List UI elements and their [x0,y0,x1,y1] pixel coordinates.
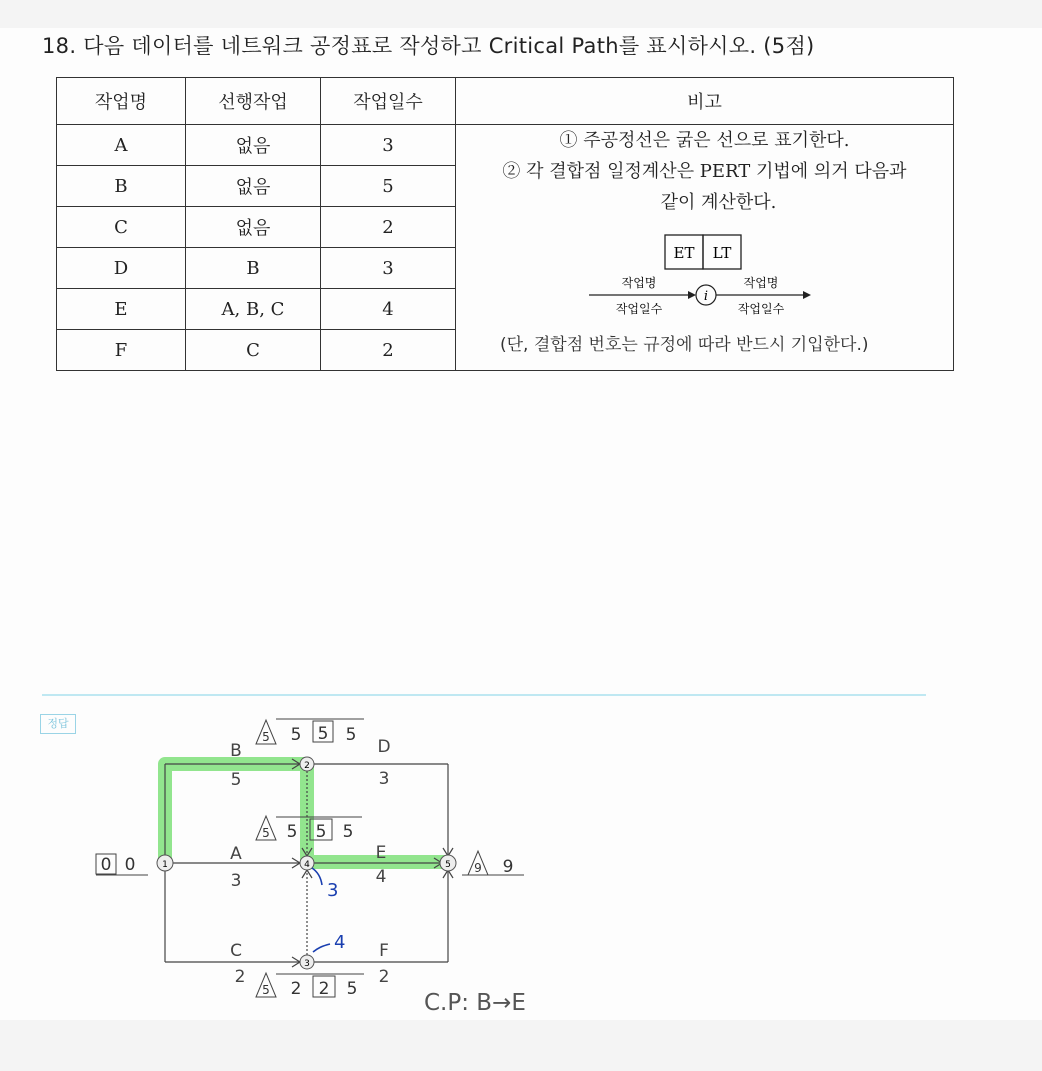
cell-predecessor: 없음 [186,207,321,248]
node-1-label: 1 [162,860,168,870]
question-text: 18. 다음 데이터를 네트워크 공정표로 작성하고 Critical Path를 표시하시오. (5점) [42,34,815,58]
bottom-band [0,1020,1042,1071]
activity-a-name: A [230,844,242,864]
svg-text:5: 5 [317,724,329,744]
header-task: 작업명 [57,78,186,125]
cell-task: E [57,289,186,330]
cell-task: B [57,166,186,207]
answer-badge: 정답 [40,714,76,734]
activity-table [56,77,954,371]
cell-predecessor: B [186,248,321,289]
cell-predecessor: 없음 [186,166,321,207]
table-header-row [57,78,954,125]
answer-divider [42,694,926,696]
svg-text:5: 5 [262,826,270,840]
cell-task: D [57,248,186,289]
fig-left-bottom: 작업일수 [615,302,663,316]
start-et: 0 [100,855,112,875]
cell-predecessor: A, B, C [186,289,321,330]
header-predecessor: 선행작업 [186,78,321,125]
cell-duration: 2 [321,207,456,248]
cell-task: F [57,330,186,371]
remarks-cell [456,125,954,371]
handwritten-4: 4 [334,932,346,953]
cell-task: A [57,125,186,166]
svg-text:5: 5 [286,822,298,842]
node-3-label: 3 [304,959,310,969]
svg-text:5: 5 [290,725,302,745]
node-2-label: 2 [304,761,310,771]
node-3-times [256,973,364,999]
node-2-times [256,719,364,745]
activity-d-days: 3 [378,769,390,789]
handwritten-3: 3 [327,880,339,901]
activity-c-days: 2 [234,967,246,987]
activity-e-name: E [375,843,387,863]
cell-duration: 5 [321,166,456,207]
table-row [57,125,954,166]
svg-text:5: 5 [346,979,358,999]
svg-text:5: 5 [262,730,270,744]
svg-text:2: 2 [290,979,302,999]
fig-left-top: 작업명 [621,276,657,290]
cell-task: C [57,207,186,248]
activity-d-name: D [377,737,391,757]
cell-duration: 3 [321,248,456,289]
cell-duration: 3 [321,125,456,166]
node-5-label: 5 [445,860,451,870]
svg-text:2: 2 [318,979,330,999]
cell-predecessor: C [186,330,321,371]
activity-f-name: F [379,941,389,961]
notation-figure [581,233,821,321]
lt-label: LT [712,244,732,262]
start-lt: 0 [124,855,136,875]
activity-a-days: 3 [230,871,242,891]
svg-text:9: 9 [502,857,514,877]
top-band [0,0,1042,28]
svg-text:5: 5 [345,725,357,745]
svg-text:5: 5 [262,983,270,997]
network-diagram [0,700,1042,1020]
svg-text:5: 5 [342,822,354,842]
note-line-3: 같이 계산한다. [660,192,777,213]
svg-text:5: 5 [315,822,327,842]
node-i-label: i [703,289,709,304]
node-4-label: 4 [304,860,310,870]
activity-f-days: 2 [378,967,390,987]
activity-b-days: 5 [230,770,242,790]
activity-e-days: 4 [375,867,387,887]
cell-duration: 2 [321,330,456,371]
fig-right-bottom: 작업일수 [737,302,785,316]
cell-predecessor: 없음 [186,125,321,166]
node-5-times [462,851,524,877]
header-remarks: 비고 [456,78,954,125]
header-duration: 작업일수 [321,78,456,125]
note-line-1: ① 주공정선은 굵은 선으로 표기한다. [559,130,850,151]
note-line-2: ② 각 결합점 일정계산은 PERT 기법에 의거 다음과 [502,161,907,182]
critical-path-text: C.P: B→E [424,990,526,1016]
note-tail: (단, 결합점 번호는 규정에 따라 반드시 기입한다.) [500,335,869,355]
cell-duration: 4 [321,289,456,330]
fig-right-top: 작업명 [743,276,779,290]
et-label: ET [673,244,695,262]
activity-b-name: B [230,741,242,761]
activity-c-name: C [230,941,242,961]
start-times [96,854,148,875]
svg-text:9: 9 [474,861,482,875]
